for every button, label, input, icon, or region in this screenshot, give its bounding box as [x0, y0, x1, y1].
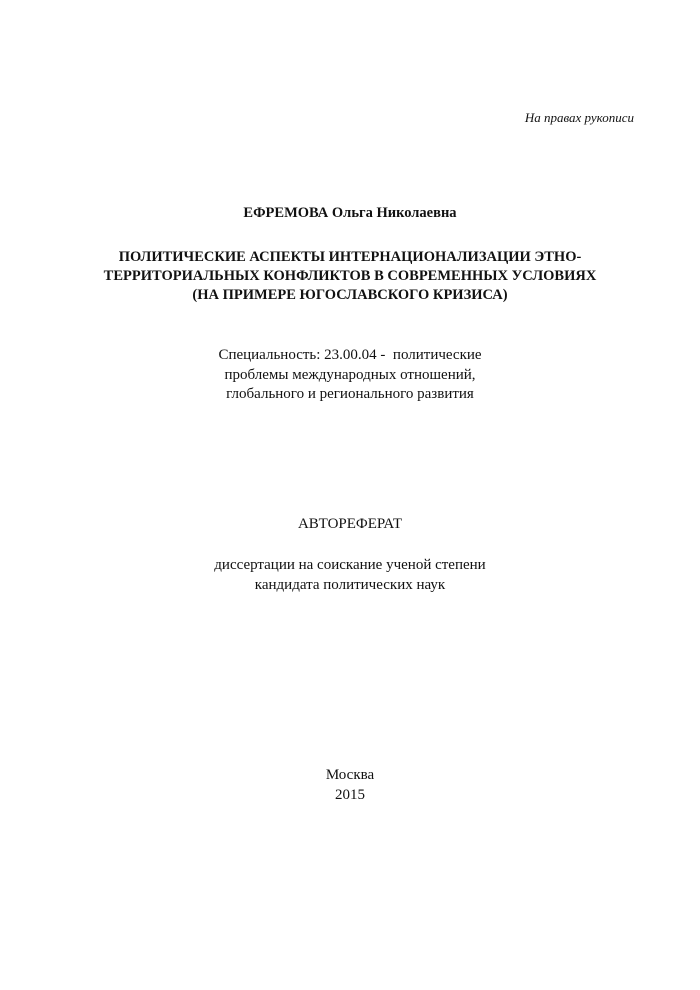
author-surname: ЕФРЕМОВА [243, 205, 329, 221]
title-line: (НА ПРИМЕРЕ ЮГОСЛАВСКОГО КРИЗИСА) [192, 287, 508, 303]
title-line: ПОЛИТИЧЕСКИЕ АСПЕКТЫ ИНТЕРНАЦИОНАЛИЗАЦИИ ЭТНО- [118, 249, 582, 265]
specialty-line: глобального и регионального развития [226, 386, 474, 402]
year: 2015 [335, 786, 365, 803]
specialty-line: проблемы международных отношений, [224, 366, 476, 383]
title-line: ТЕРРИТОРИАЛЬНЫХ КОНФЛИКТОВ В СОВРЕМЕННЫХ УСЛОВИЯХ [103, 268, 597, 284]
document-type: АВТОРЕФЕРАТ [297, 516, 403, 532]
degree-block [0, 556, 700, 595]
specialty-block [0, 346, 700, 405]
dissertation-title [60, 248, 640, 305]
author-name [0, 205, 700, 222]
degree-line: диссертации на соискание ученой степени [214, 557, 486, 573]
specialty-line: Специальность: 23.00.04 - политические [218, 347, 482, 363]
author-given-names: Ольга Николаевна [331, 205, 457, 221]
place-and-year [0, 766, 700, 805]
rights-note: На правах рукописи [524, 110, 634, 125]
degree-line: кандидата политических наук [254, 576, 446, 593]
city: Москва [325, 767, 375, 783]
